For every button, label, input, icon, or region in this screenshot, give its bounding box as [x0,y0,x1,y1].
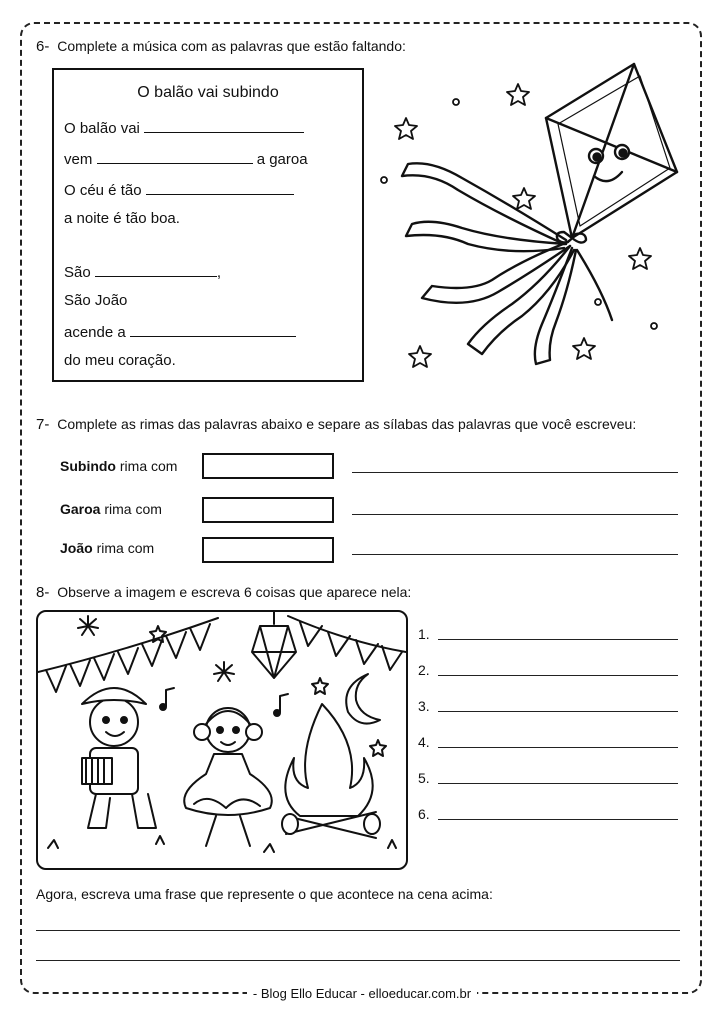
festa-junina-scene [36,610,408,870]
blank-field[interactable] [144,118,304,133]
rhyme-row-label: Subindo rima com [60,458,178,474]
answer-line[interactable] [438,783,678,784]
song-line-7: acende a [64,322,296,341]
list-number: 2. [418,662,430,678]
list-number: 5. [418,770,430,786]
song-line-6: São João [64,292,128,309]
syllable-answer-line[interactable] [352,514,678,515]
kite-illustration [372,60,692,380]
question-number: 6- [36,38,50,55]
sentence-line[interactable] [36,960,680,961]
list-number: 3. [418,698,430,714]
answer-line[interactable] [438,747,678,748]
footer [0,986,724,1001]
question-text: Complete a música com as palavras que estão faltando: [57,38,406,54]
song-line-5: São , [64,264,222,281]
blank-field[interactable] [95,262,217,277]
song-line-4: a noite é tão boa. [64,210,180,227]
scene-drawing [38,612,406,868]
answer-line[interactable] [438,639,678,640]
question-text: Complete as rimas das palavras abaixo e separe as sílabas das palavras que você escreveu: [57,416,637,432]
syllable-answer-line[interactable] [352,472,678,473]
rhyme-answer-box[interactable] [202,537,334,563]
rhyme-row-label: João rima com [60,540,155,556]
list-number: 1. [418,626,430,642]
song-box [52,68,364,382]
blank-field[interactable] [146,180,294,195]
rhyme-row-label: Garoa rima com [60,501,162,517]
sentence-prompt: Agora, escreva uma frase que represente o que acontece na cena acima: [36,886,493,902]
answer-line[interactable] [438,819,678,820]
question-number: 7- [36,416,50,433]
sentence-line[interactable] [36,930,680,931]
question-7-prompt [36,416,636,433]
answer-line[interactable] [438,711,678,712]
question-number: 8- [36,584,50,601]
question-text: Observe a imagem e escreva 6 coisas que aparece nela: [57,584,412,600]
answer-line[interactable] [438,675,678,676]
question-8-prompt [36,584,411,601]
list-number: 6. [418,806,430,822]
song-line-1: O balão vai [64,118,304,137]
song-title: O balão vai subindo [137,84,279,101]
rhyme-answer-box[interactable] [202,453,334,479]
song-line-8: do meu coração. [64,352,176,369]
list-number: 4. [418,734,430,750]
blank-field[interactable] [97,149,253,164]
rhyme-answer-box[interactable] [202,497,334,523]
song-line-2: vem a garoa [64,151,308,168]
question-6-prompt [36,38,406,55]
syllable-answer-line[interactable] [352,554,678,555]
song-line-3: O céu é tão [64,180,294,199]
footer-text: - Blog Ello Educar - elloeducar.com.br [247,986,477,1001]
blank-field[interactable] [130,322,296,337]
